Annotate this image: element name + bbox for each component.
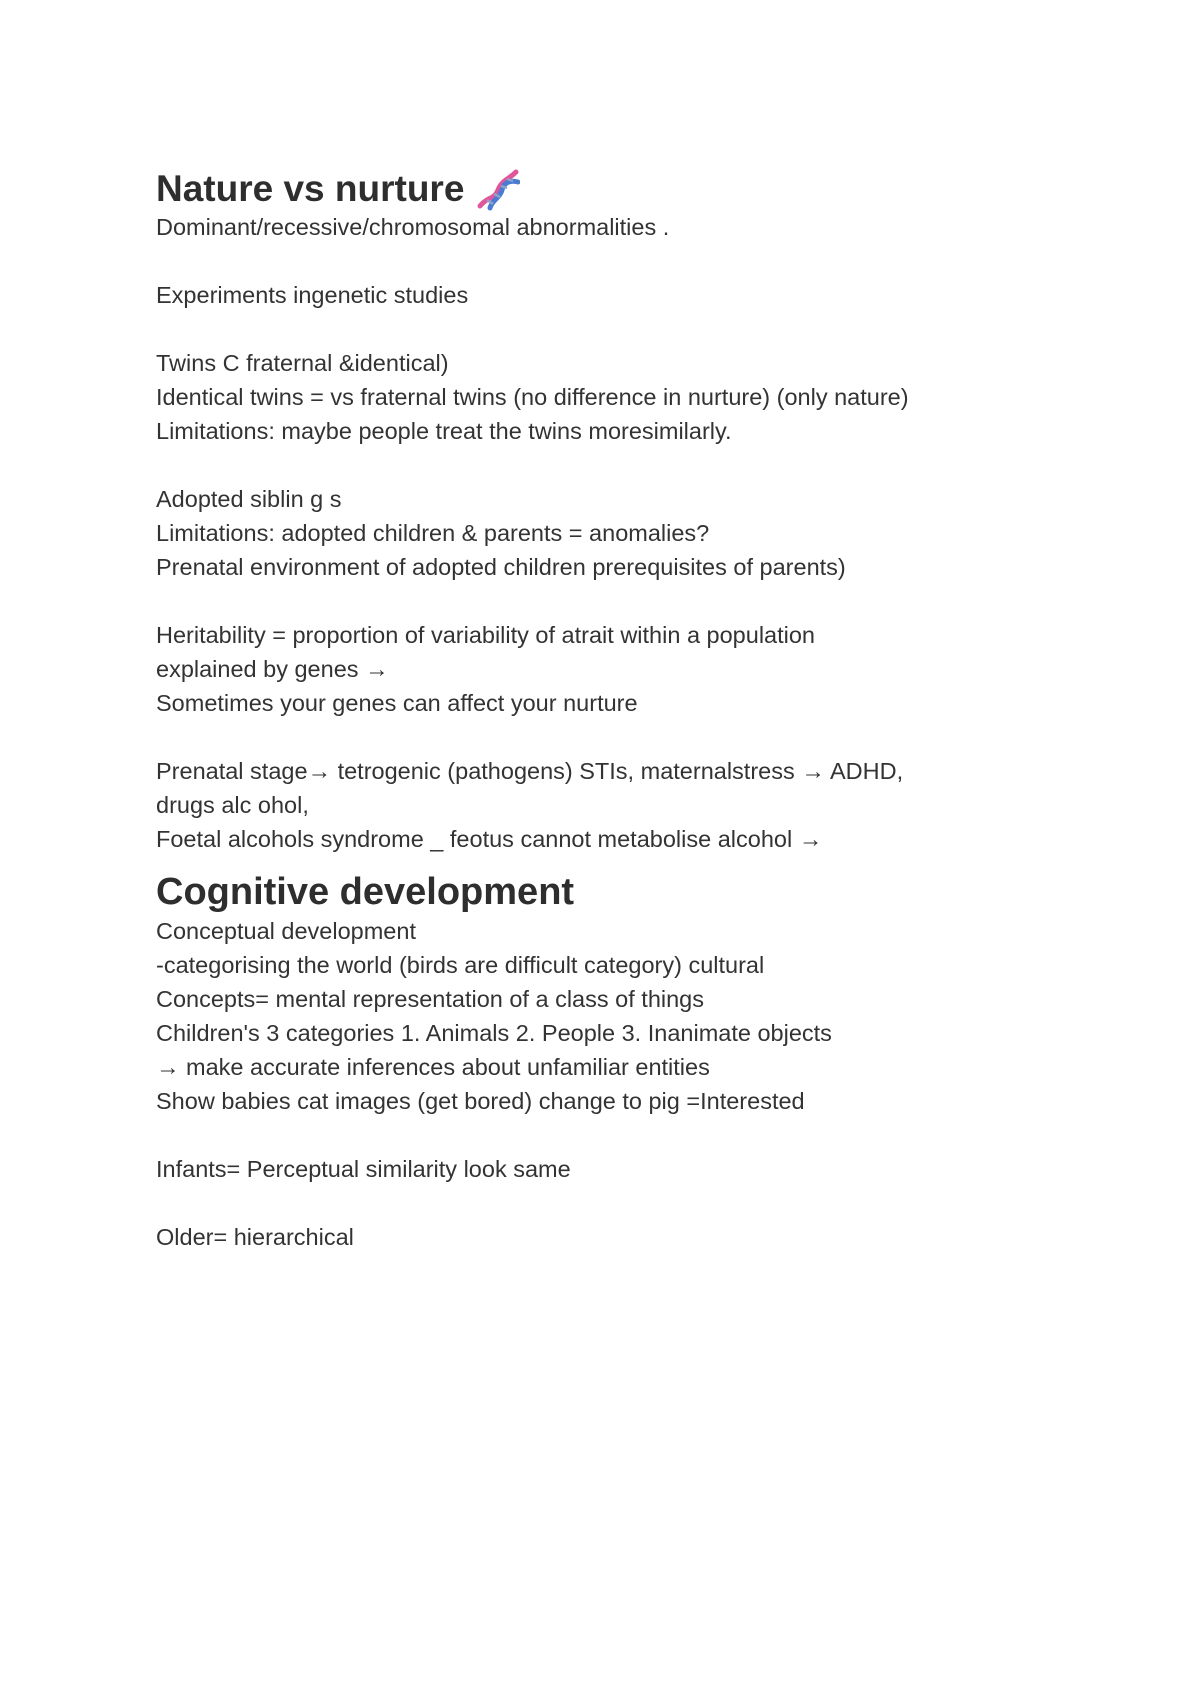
text-line: Experiments ingenetic studies [156, 282, 469, 308]
dna-icon [474, 166, 520, 212]
text-line: → make accurate inferences about unfamiliar entities [156, 1054, 710, 1080]
text-line: Limitations: adopted children & parents = anomalies? [156, 520, 710, 546]
text-line: Twins C fraternal &identical) [156, 350, 449, 376]
blank-line [156, 312, 1096, 346]
section-heading-nature-vs-nurture [156, 168, 1096, 210]
text-line: Prenatal stage→ tetrogenic (pathogens) STIs, maternalstress → ADHD, [156, 758, 904, 784]
text-line: Heritability = proportion of variability of atrait within a population [156, 622, 815, 648]
blank-line [156, 244, 1096, 278]
text-line: Prenatal environment of adopted children prerequisites of parents) [156, 554, 846, 580]
text-line: Infants= Perceptual similarity look same [156, 1156, 571, 1182]
text-line: Conceptual development [156, 918, 416, 944]
blank-line [156, 720, 1096, 754]
blank-line [156, 1118, 1096, 1152]
text-line: Older= hierarchical [156, 1224, 354, 1250]
blank-line [156, 584, 1096, 618]
heading-text: Nature vs nurture [156, 168, 465, 209]
section-heading-cognitive-development [156, 870, 1096, 914]
text-line: Children's 3 categories 1. Animals 2. People 3. Inanimate objects [156, 1020, 832, 1046]
blank-line [156, 448, 1096, 482]
text-line: explained by genes → [156, 656, 389, 682]
text-line: Foetal alcohols syndrome _ feotus cannot metabolise alcohol → [156, 826, 823, 852]
text-line: Sometimes your genes can affect your nurture [156, 690, 638, 716]
text-line: Concepts= mental representation of a class of things [156, 986, 704, 1012]
blank-line [156, 1186, 1096, 1220]
text-line: Adopted siblin g s [156, 486, 342, 512]
text-line: Limitations: maybe people treat the twins moresimilarly. [156, 418, 732, 444]
text-line: -categorising the world (birds are difficult category) cultural [156, 952, 765, 978]
text-line: Show babies cat images (get bored) change to pig =Interested [156, 1088, 805, 1114]
note-content [156, 168, 1096, 1254]
text-line: Dominant/recessive/chromosomal abnormalities . [156, 214, 670, 240]
text-line: Identical twins = vs fraternal twins (no difference in nurture) (only nature) [156, 384, 909, 410]
heading-text: Cognitive development [156, 871, 575, 913]
text-line: drugs alc ohol, [156, 792, 309, 818]
